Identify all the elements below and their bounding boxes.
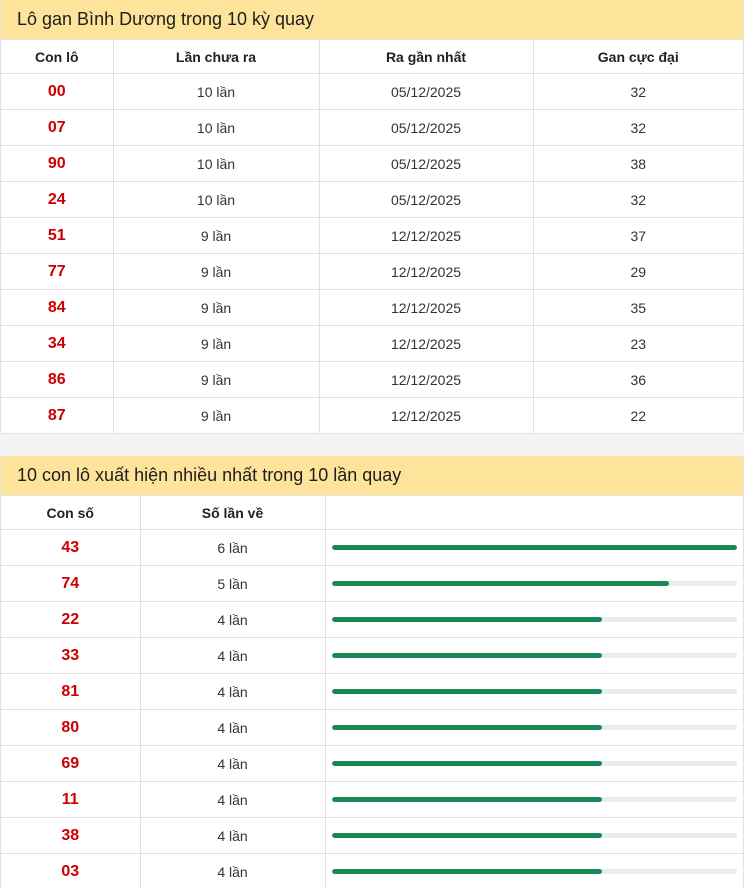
con-lo-number: 24 xyxy=(1,182,113,218)
lo-gan-section xyxy=(0,0,744,434)
lan-chua-ra-value: 10 lần xyxy=(113,110,319,146)
frequency-bar-fill xyxy=(332,869,602,874)
so-lan-ve-value: 5 lần xyxy=(140,566,325,602)
lo-gan-row xyxy=(1,362,743,398)
frequency-bar-cell xyxy=(325,530,743,566)
con-so-number: 81 xyxy=(1,674,140,710)
lan-chua-ra-value: 10 lần xyxy=(113,182,319,218)
frequency-bar-fill xyxy=(332,761,602,766)
frequent-row xyxy=(1,674,743,710)
frequency-bar-cell xyxy=(325,638,743,674)
gan-cuc-dai-value: 23 xyxy=(533,326,743,362)
frequency-bar-cell xyxy=(325,782,743,818)
lan-chua-ra-value: 9 lần xyxy=(113,254,319,290)
so-lan-ve-value: 4 lần xyxy=(140,818,325,854)
con-lo-number: 84 xyxy=(1,290,113,326)
lan-chua-ra-value: 10 lần xyxy=(113,74,319,110)
lo-gan-row xyxy=(1,74,743,110)
con-so-number: 33 xyxy=(1,638,140,674)
so-lan-ve-value: 4 lần xyxy=(140,782,325,818)
gan-cuc-dai-value: 22 xyxy=(533,398,743,434)
lo-gan-row xyxy=(1,254,743,290)
header-bar xyxy=(325,496,743,530)
frequent-row xyxy=(1,854,743,888)
frequency-bar-fill xyxy=(332,689,602,694)
frequent-row xyxy=(1,746,743,782)
header-gan-cuc-dai: Gan cực đại xyxy=(533,40,743,74)
lo-gan-row xyxy=(1,290,743,326)
ra-gan-nhat-value: 12/12/2025 xyxy=(319,218,533,254)
header-so-lan-ve: Số lần về xyxy=(140,496,325,530)
ra-gan-nhat-value: 12/12/2025 xyxy=(319,254,533,290)
ra-gan-nhat-value: 05/12/2025 xyxy=(319,110,533,146)
con-lo-number: 07 xyxy=(1,110,113,146)
frequency-bar-cell xyxy=(325,674,743,710)
frequency-bar-cell xyxy=(325,566,743,602)
frequency-bar-cell xyxy=(325,854,743,888)
frequency-bar-track xyxy=(332,833,738,838)
frequency-bar-cell xyxy=(325,746,743,782)
frequent-row xyxy=(1,566,743,602)
frequent-row xyxy=(1,602,743,638)
gan-cuc-dai-value: 36 xyxy=(533,362,743,398)
frequent-row xyxy=(1,782,743,818)
frequency-bar-track xyxy=(332,545,738,550)
frequent-row xyxy=(1,818,743,854)
frequency-bar-track xyxy=(332,761,738,766)
frequency-bar-cell xyxy=(325,710,743,746)
lan-chua-ra-value: 10 lần xyxy=(113,146,319,182)
frequency-bar-fill xyxy=(332,797,602,802)
gan-cuc-dai-value: 35 xyxy=(533,290,743,326)
con-lo-number: 86 xyxy=(1,362,113,398)
so-lan-ve-value: 4 lần xyxy=(140,602,325,638)
header-lan-chua-ra: Lần chưa ra xyxy=(113,40,319,74)
lan-chua-ra-value: 9 lần xyxy=(113,218,319,254)
lan-chua-ra-value: 9 lần xyxy=(113,290,319,326)
lan-chua-ra-value: 9 lần xyxy=(113,326,319,362)
frequency-bar-track xyxy=(332,617,738,622)
so-lan-ve-value: 4 lần xyxy=(140,638,325,674)
so-lan-ve-value: 6 lần xyxy=(140,530,325,566)
so-lan-ve-value: 4 lần xyxy=(140,674,325,710)
so-lan-ve-value: 4 lần xyxy=(140,746,325,782)
lo-gan-row xyxy=(1,398,743,434)
con-so-number: 38 xyxy=(1,818,140,854)
lo-gan-row xyxy=(1,110,743,146)
con-so-number: 43 xyxy=(1,530,140,566)
gan-cuc-dai-value: 37 xyxy=(533,218,743,254)
frequency-bar-track xyxy=(332,725,738,730)
lo-gan-table xyxy=(1,39,743,434)
frequency-bar-fill xyxy=(332,581,670,586)
lo-gan-row xyxy=(1,326,743,362)
gan-cuc-dai-value: 29 xyxy=(533,254,743,290)
con-so-number: 22 xyxy=(1,602,140,638)
ra-gan-nhat-value: 05/12/2025 xyxy=(319,74,533,110)
frequency-bar-track xyxy=(332,797,738,802)
frequency-bar-fill xyxy=(332,545,738,550)
frequent-row xyxy=(1,530,743,566)
ra-gan-nhat-value: 05/12/2025 xyxy=(319,182,533,218)
con-lo-number: 00 xyxy=(1,74,113,110)
lo-gan-row xyxy=(1,182,743,218)
lo-gan-row xyxy=(1,218,743,254)
frequency-bar-track xyxy=(332,869,738,874)
frequent-row xyxy=(1,638,743,674)
lo-gan-row xyxy=(1,146,743,182)
frequent-table xyxy=(1,495,743,888)
gan-cuc-dai-value: 38 xyxy=(533,146,743,182)
gan-cuc-dai-value: 32 xyxy=(533,110,743,146)
lan-chua-ra-value: 9 lần xyxy=(113,398,319,434)
frequency-bar-track xyxy=(332,581,738,586)
frequency-bar-fill xyxy=(332,725,602,730)
frequency-bar-cell xyxy=(325,818,743,854)
so-lan-ve-value: 4 lần xyxy=(140,854,325,888)
con-lo-number: 90 xyxy=(1,146,113,182)
gan-cuc-dai-value: 32 xyxy=(533,182,743,218)
frequent-title: 10 con lô xuất hiện nhiều nhất trong 10 lần quay xyxy=(1,456,743,495)
header-con-lo: Con lô xyxy=(1,40,113,74)
con-so-number: 11 xyxy=(1,782,140,818)
ra-gan-nhat-value: 12/12/2025 xyxy=(319,326,533,362)
con-so-number: 80 xyxy=(1,710,140,746)
ra-gan-nhat-value: 12/12/2025 xyxy=(319,362,533,398)
gan-cuc-dai-value: 32 xyxy=(533,74,743,110)
ra-gan-nhat-value: 05/12/2025 xyxy=(319,146,533,182)
ra-gan-nhat-value: 12/12/2025 xyxy=(319,398,533,434)
frequent-row xyxy=(1,710,743,746)
section-spacer xyxy=(0,434,744,456)
lan-chua-ra-value: 9 lần xyxy=(113,362,319,398)
header-ra-gan-nhat: Ra gần nhất xyxy=(319,40,533,74)
con-lo-number: 77 xyxy=(1,254,113,290)
con-lo-number: 51 xyxy=(1,218,113,254)
con-lo-number: 87 xyxy=(1,398,113,434)
lo-gan-title: Lô gan Bình Dương trong 10 kỳ quay xyxy=(1,0,743,39)
frequency-bar-cell xyxy=(325,602,743,638)
frequency-bar-track xyxy=(332,653,738,658)
frequent-section xyxy=(0,456,744,888)
ra-gan-nhat-value: 12/12/2025 xyxy=(319,290,533,326)
con-so-number: 74 xyxy=(1,566,140,602)
con-so-number: 03 xyxy=(1,854,140,888)
con-lo-number: 34 xyxy=(1,326,113,362)
frequency-bar-track xyxy=(332,689,738,694)
so-lan-ve-value: 4 lần xyxy=(140,710,325,746)
frequency-bar-fill xyxy=(332,833,602,838)
frequency-bar-fill xyxy=(332,653,602,658)
header-con-so: Con số xyxy=(1,496,140,530)
con-so-number: 69 xyxy=(1,746,140,782)
lo-gan-header-row xyxy=(1,40,743,74)
frequent-header-row xyxy=(1,496,743,530)
frequency-bar-fill xyxy=(332,617,602,622)
